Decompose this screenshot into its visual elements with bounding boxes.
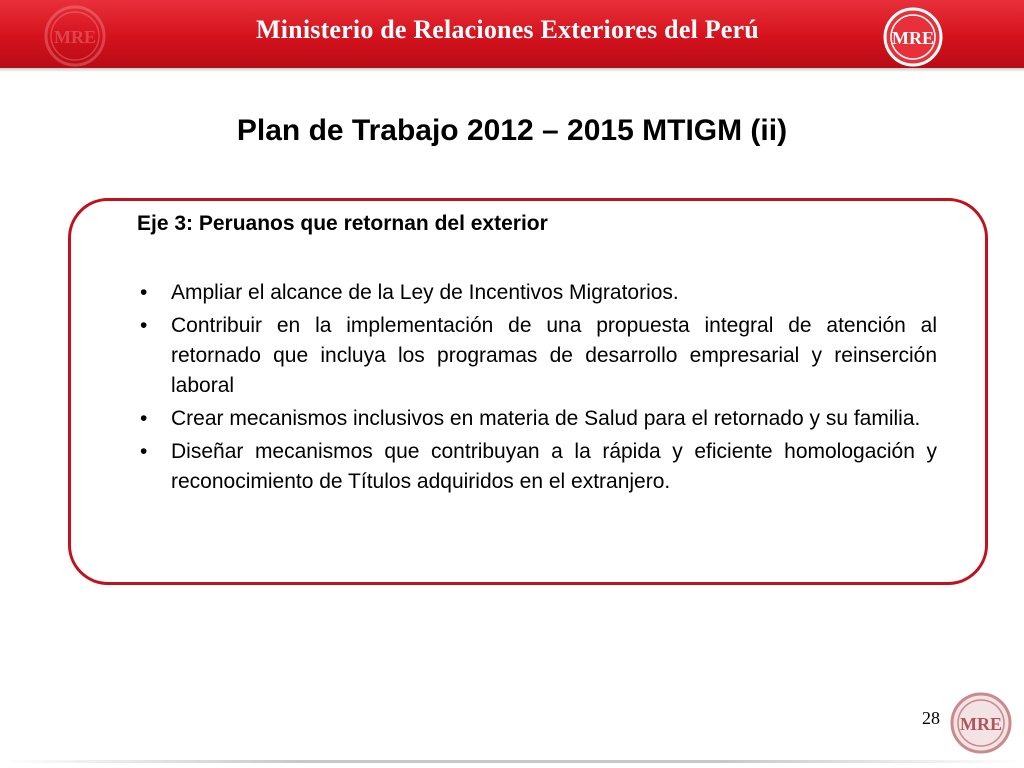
footer-divider xyxy=(0,760,1024,763)
header-shadow xyxy=(0,68,1024,72)
list-item xyxy=(137,437,937,497)
page-number: 28 xyxy=(922,708,940,728)
bullet-dot-icon: • xyxy=(140,314,148,337)
section-heading: Eje 3: Peruanos que retornan del exterior xyxy=(137,212,548,235)
footer-seal-text: MRE xyxy=(960,714,1002,734)
bullet-dot-icon: • xyxy=(140,407,148,430)
mre-seal-icon xyxy=(880,6,946,68)
ministry-title: Ministerio de Relaciones Exteriores del Perú xyxy=(256,15,759,44)
watermark-seal-text: MRE xyxy=(54,27,96,47)
bullet-list xyxy=(137,278,937,500)
bullet-dot-icon: • xyxy=(140,440,148,463)
bullet-text: Contribuir en la implementación de una propuesta integral de atención al retornado que incluya los programas de desarrollo empresarial y reinserción laboral xyxy=(171,314,937,397)
list-item xyxy=(137,278,937,308)
mre-watermark-seal-icon xyxy=(42,4,108,68)
list-item xyxy=(137,404,937,434)
bullet-dot-icon: • xyxy=(140,281,148,304)
header-bar xyxy=(0,0,1024,68)
bullet-text: Ampliar el alcance de la Ley de Incentivos Migratorios. xyxy=(171,281,679,304)
bullet-text: Crear mecanismos inclusivos en materia de Salud para el retornado y su familia. xyxy=(171,407,921,430)
list-item xyxy=(137,311,937,401)
header-seal-text: MRE xyxy=(892,28,934,48)
slide-title: Plan de Trabajo 2012 – 2015 MTIGM (ii) xyxy=(236,114,788,147)
mre-footer-seal-icon xyxy=(948,690,1014,756)
bullet-text: Diseñar mecanismos que contribuyan a la rápida y eficiente homologación y reconocimiento de Títulos adquiridos en el extranjero. xyxy=(171,440,937,493)
